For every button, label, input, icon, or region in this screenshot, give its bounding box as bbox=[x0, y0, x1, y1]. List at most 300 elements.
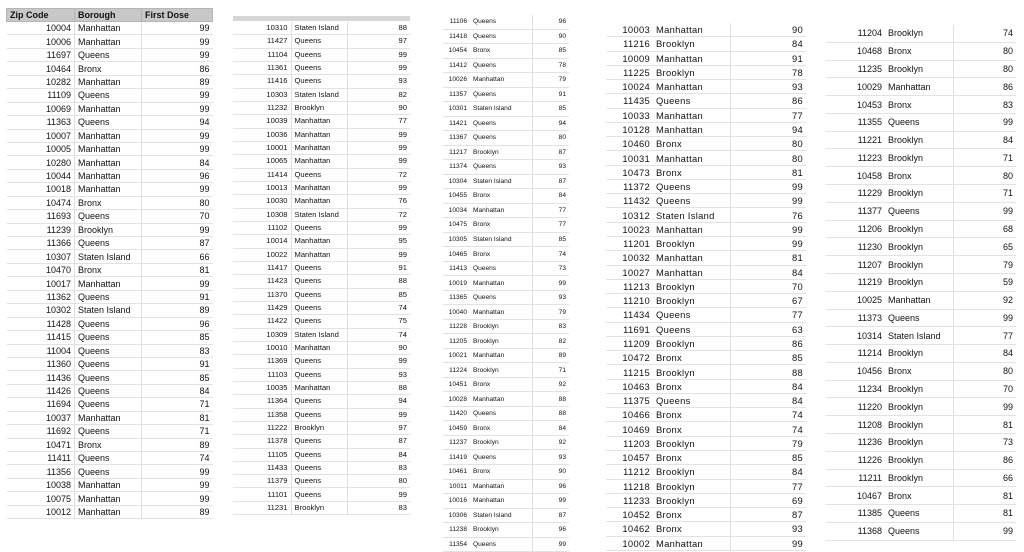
zip-code-cell[interactable]: 11226 bbox=[826, 451, 885, 469]
borough-cell[interactable]: Queens bbox=[291, 301, 347, 314]
first-dose-cell[interactable]: 96 bbox=[142, 169, 213, 182]
zip-code-cell[interactable]: 11225 bbox=[606, 65, 653, 79]
zip-code-cell[interactable]: 11206 bbox=[826, 220, 885, 238]
borough-cell[interactable]: Queens bbox=[291, 475, 347, 488]
borough-cell[interactable]: Queens bbox=[885, 505, 953, 523]
borough-cell[interactable]: Manhattan bbox=[75, 169, 142, 182]
zip-code-cell[interactable]: 10016 bbox=[443, 494, 470, 509]
zip-code-cell[interactable]: 10036 bbox=[233, 128, 291, 141]
borough-cell[interactable]: Staten Island bbox=[75, 304, 142, 317]
first-dose-cell[interactable]: 59 bbox=[953, 273, 1016, 291]
first-dose-cell[interactable]: 71 bbox=[953, 149, 1016, 167]
first-dose-cell[interactable]: 99 bbox=[730, 194, 806, 208]
first-dose-cell[interactable]: 90 bbox=[532, 464, 569, 479]
zip-code-cell[interactable]: 11369 bbox=[233, 355, 291, 368]
first-dose-cell[interactable]: 99 bbox=[347, 248, 410, 261]
borough-cell[interactable]: Queens bbox=[75, 465, 142, 478]
borough-cell[interactable]: Bronx bbox=[885, 362, 953, 380]
zip-code-cell[interactable]: 11228 bbox=[443, 319, 470, 334]
zip-code-cell[interactable]: 11221 bbox=[826, 131, 885, 149]
first-dose-cell[interactable]: 99 bbox=[532, 537, 569, 552]
first-dose-cell[interactable]: 88 bbox=[347, 381, 410, 394]
borough-cell[interactable]: Staten Island bbox=[470, 102, 532, 117]
first-dose-cell[interactable]: 92 bbox=[532, 435, 569, 450]
zip-code-cell[interactable]: 11433 bbox=[233, 461, 291, 474]
zip-code-cell[interactable]: 11368 bbox=[826, 522, 885, 540]
first-dose-cell[interactable]: 77 bbox=[532, 203, 569, 218]
first-dose-cell[interactable]: 79 bbox=[730, 436, 806, 450]
first-dose-cell[interactable]: 84 bbox=[347, 448, 410, 461]
zip-code-cell[interactable]: 10457 bbox=[606, 450, 653, 464]
first-dose-cell[interactable]: 90 bbox=[347, 101, 410, 114]
zip-code-cell[interactable]: 10472 bbox=[606, 351, 653, 365]
zip-code-cell[interactable]: 11220 bbox=[826, 398, 885, 416]
first-dose-cell[interactable]: 85 bbox=[532, 44, 569, 59]
zip-code-cell[interactable]: 10022 bbox=[233, 248, 291, 261]
borough-cell[interactable]: Brooklyn bbox=[653, 336, 730, 350]
zip-code-cell[interactable]: 10024 bbox=[606, 80, 653, 94]
first-dose-cell[interactable]: 81 bbox=[730, 165, 806, 179]
borough-cell[interactable]: Bronx bbox=[470, 464, 532, 479]
zip-code-cell[interactable]: 11209 bbox=[606, 336, 653, 350]
zip-code-cell[interactable]: 11231 bbox=[233, 501, 291, 514]
borough-cell[interactable]: Brooklyn bbox=[885, 25, 953, 42]
first-dose-cell[interactable]: 79 bbox=[953, 256, 1016, 274]
zip-code-cell[interactable]: 11412 bbox=[443, 58, 470, 73]
zip-code-cell[interactable]: 10018 bbox=[7, 183, 75, 196]
zip-code-cell[interactable]: 10011 bbox=[443, 479, 470, 494]
borough-cell[interactable]: Manhattan bbox=[291, 248, 347, 261]
borough-cell[interactable]: Brooklyn bbox=[470, 363, 532, 378]
zip-code-cell[interactable]: 11213 bbox=[606, 279, 653, 293]
first-dose-cell[interactable]: 70 bbox=[730, 279, 806, 293]
borough-cell[interactable]: Manhattan bbox=[75, 35, 142, 48]
borough-cell[interactable]: Queens bbox=[75, 357, 142, 370]
first-dose-cell[interactable]: 84 bbox=[730, 379, 806, 393]
zip-code-cell[interactable]: 11435 bbox=[606, 94, 653, 108]
first-dose-cell[interactable]: 74 bbox=[730, 422, 806, 436]
first-dose-cell[interactable]: 72 bbox=[347, 208, 410, 221]
borough-cell[interactable]: Staten Island bbox=[291, 328, 347, 341]
first-dose-cell[interactable]: 77 bbox=[730, 108, 806, 122]
borough-cell[interactable]: Manhattan bbox=[75, 411, 142, 424]
zip-code-cell[interactable]: 10032 bbox=[606, 251, 653, 265]
first-dose-cell[interactable]: 67 bbox=[730, 294, 806, 308]
zip-code-cell[interactable]: 11418 bbox=[443, 29, 470, 44]
borough-cell[interactable]: Brooklyn bbox=[653, 465, 730, 479]
borough-cell[interactable]: Bronx bbox=[653, 408, 730, 422]
first-dose-cell[interactable]: 66 bbox=[953, 469, 1016, 487]
zip-code-cell[interactable]: 11377 bbox=[826, 202, 885, 220]
zip-code-cell[interactable]: 11218 bbox=[606, 479, 653, 493]
borough-cell[interactable]: Queens bbox=[75, 89, 142, 102]
first-dose-cell[interactable]: 94 bbox=[730, 122, 806, 136]
zip-code-cell[interactable]: 11219 bbox=[826, 273, 885, 291]
first-dose-cell[interactable]: 99 bbox=[730, 236, 806, 250]
zip-code-cell[interactable]: 11203 bbox=[606, 436, 653, 450]
first-dose-cell[interactable]: 88 bbox=[730, 365, 806, 379]
borough-cell[interactable]: Queens bbox=[291, 448, 347, 461]
first-dose-cell[interactable]: 84 bbox=[730, 265, 806, 279]
zip-code-cell[interactable]: 10007 bbox=[7, 129, 75, 142]
first-dose-cell[interactable]: 87 bbox=[730, 508, 806, 522]
zip-code-cell[interactable]: 10469 bbox=[606, 422, 653, 436]
zip-code-cell[interactable]: 11420 bbox=[443, 406, 470, 421]
first-dose-cell[interactable]: 90 bbox=[730, 23, 806, 37]
first-dose-cell[interactable]: 99 bbox=[730, 222, 806, 236]
first-dose-cell[interactable]: 99 bbox=[142, 89, 213, 102]
zip-code-cell[interactable]: 10312 bbox=[606, 208, 653, 222]
borough-cell[interactable]: Queens bbox=[291, 408, 347, 421]
borough-cell[interactable]: Bronx bbox=[653, 522, 730, 536]
zip-code-cell[interactable]: 10009 bbox=[606, 51, 653, 65]
borough-cell[interactable]: Queens bbox=[75, 317, 142, 330]
zip-code-cell[interactable]: 10467 bbox=[826, 487, 885, 505]
borough-cell[interactable]: Queens bbox=[653, 322, 730, 336]
zip-code-cell[interactable]: 11358 bbox=[233, 408, 291, 421]
first-dose-cell[interactable]: 99 bbox=[532, 276, 569, 291]
first-dose-cell[interactable]: 99 bbox=[953, 202, 1016, 220]
zip-code-cell[interactable]: 10033 bbox=[606, 108, 653, 122]
first-dose-cell[interactable]: 80 bbox=[347, 475, 410, 488]
zip-code-cell[interactable]: 10460 bbox=[606, 137, 653, 151]
zip-code-cell[interactable]: 10001 bbox=[233, 141, 291, 154]
zip-code-cell[interactable]: 11215 bbox=[606, 365, 653, 379]
zip-code-cell[interactable]: 10003 bbox=[606, 23, 653, 37]
zip-code-cell[interactable]: 11207 bbox=[826, 256, 885, 274]
first-dose-cell[interactable]: 86 bbox=[953, 78, 1016, 96]
zip-code-cell[interactable]: 11367 bbox=[443, 131, 470, 146]
borough-cell[interactable]: Queens bbox=[291, 261, 347, 274]
first-dose-cell[interactable]: 85 bbox=[532, 232, 569, 247]
zip-code-cell[interactable]: 11237 bbox=[443, 435, 470, 450]
zip-code-cell[interactable]: 11365 bbox=[443, 290, 470, 305]
zip-code-cell[interactable]: 11217 bbox=[443, 145, 470, 160]
first-dose-cell[interactable]: 99 bbox=[142, 48, 213, 61]
borough-cell[interactable]: Manhattan bbox=[291, 181, 347, 194]
first-dose-cell[interactable]: 86 bbox=[953, 451, 1016, 469]
zip-code-cell[interactable]: 11373 bbox=[826, 309, 885, 327]
first-dose-cell[interactable]: 65 bbox=[953, 238, 1016, 256]
borough-cell[interactable]: Manhattan bbox=[653, 265, 730, 279]
borough-cell[interactable]: Manhattan bbox=[75, 492, 142, 505]
borough-cell[interactable]: Queens bbox=[653, 194, 730, 208]
first-dose-cell[interactable]: 79 bbox=[532, 73, 569, 88]
zip-code-cell[interactable]: 11375 bbox=[606, 393, 653, 407]
zip-code-cell[interactable]: 10314 bbox=[826, 327, 885, 345]
first-dose-cell[interactable]: 76 bbox=[347, 195, 410, 208]
borough-cell[interactable]: Brooklyn bbox=[470, 145, 532, 160]
borough-cell[interactable]: Brooklyn bbox=[291, 101, 347, 114]
borough-cell[interactable]: Queens bbox=[653, 393, 730, 407]
zip-code-cell[interactable]: 10014 bbox=[233, 235, 291, 248]
borough-cell[interactable]: Manhattan bbox=[653, 80, 730, 94]
first-dose-cell[interactable]: 84 bbox=[730, 393, 806, 407]
borough-cell[interactable]: Staten Island bbox=[291, 88, 347, 101]
borough-cell[interactable]: Manhattan bbox=[653, 222, 730, 236]
borough-cell[interactable]: Queens bbox=[885, 309, 953, 327]
zip-code-cell[interactable]: 11354 bbox=[443, 537, 470, 552]
zip-code-cell[interactable]: 11364 bbox=[233, 395, 291, 408]
first-dose-cell[interactable]: 89 bbox=[142, 505, 213, 518]
zip-code-cell[interactable]: 10035 bbox=[233, 381, 291, 394]
borough-cell[interactable]: Queens bbox=[885, 522, 953, 540]
first-dose-cell[interactable]: 97 bbox=[347, 35, 410, 48]
borough-cell[interactable]: Manhattan bbox=[470, 73, 532, 88]
borough-cell[interactable]: Queens bbox=[470, 261, 532, 276]
first-dose-cell[interactable]: 99 bbox=[142, 277, 213, 290]
borough-cell[interactable]: Brooklyn bbox=[653, 65, 730, 79]
zip-code-cell[interactable]: 11427 bbox=[233, 35, 291, 48]
borough-cell[interactable]: Queens bbox=[470, 116, 532, 131]
borough-cell[interactable]: Bronx bbox=[653, 165, 730, 179]
borough-cell[interactable]: Brooklyn bbox=[291, 501, 347, 514]
first-dose-cell[interactable]: 87 bbox=[347, 435, 410, 448]
first-dose-cell[interactable]: 86 bbox=[730, 336, 806, 350]
borough-cell[interactable]: Queens bbox=[75, 331, 142, 344]
first-dose-cell[interactable]: 83 bbox=[142, 344, 213, 357]
borough-cell[interactable]: Brooklyn bbox=[653, 236, 730, 250]
first-dose-cell[interactable]: 95 bbox=[347, 235, 410, 248]
zip-code-cell[interactable]: 11214 bbox=[826, 345, 885, 363]
first-dose-cell[interactable]: 93 bbox=[730, 80, 806, 94]
first-dose-cell[interactable]: 77 bbox=[953, 327, 1016, 345]
first-dose-cell[interactable]: 93 bbox=[532, 450, 569, 465]
zip-code-cell[interactable]: 11423 bbox=[233, 275, 291, 288]
zip-code-cell[interactable]: 11356 bbox=[7, 465, 75, 478]
zip-code-cell[interactable]: 10453 bbox=[826, 96, 885, 114]
first-dose-cell[interactable]: 70 bbox=[142, 210, 213, 223]
first-dose-cell[interactable]: 84 bbox=[730, 37, 806, 51]
first-dose-cell[interactable]: 80 bbox=[953, 167, 1016, 185]
zip-code-cell[interactable]: 10034 bbox=[443, 203, 470, 218]
first-dose-cell[interactable]: 93 bbox=[730, 522, 806, 536]
borough-cell[interactable]: Queens bbox=[470, 450, 532, 465]
borough-cell[interactable]: Staten Island bbox=[291, 208, 347, 221]
borough-cell[interactable]: Manhattan bbox=[470, 305, 532, 320]
zip-code-cell[interactable]: 10459 bbox=[443, 421, 470, 436]
zip-code-cell[interactable]: 10128 bbox=[606, 122, 653, 136]
zip-code-cell[interactable]: 10028 bbox=[443, 392, 470, 407]
borough-cell[interactable]: Queens bbox=[470, 537, 532, 552]
zip-code-cell[interactable]: 11235 bbox=[826, 60, 885, 78]
first-dose-cell[interactable]: 77 bbox=[730, 308, 806, 322]
zip-code-cell[interactable]: 10451 bbox=[443, 377, 470, 392]
first-dose-cell[interactable]: 99 bbox=[347, 355, 410, 368]
zip-code-cell[interactable]: 11422 bbox=[233, 315, 291, 328]
first-dose-cell[interactable]: 69 bbox=[730, 493, 806, 507]
borough-cell[interactable]: Queens bbox=[75, 398, 142, 411]
borough-cell[interactable]: Queens bbox=[75, 452, 142, 465]
zip-code-cell[interactable]: 11208 bbox=[826, 416, 885, 434]
first-dose-cell[interactable]: 77 bbox=[730, 479, 806, 493]
borough-cell[interactable]: Brooklyn bbox=[885, 131, 953, 149]
borough-cell[interactable]: Bronx bbox=[470, 189, 532, 204]
zip-code-cell[interactable]: 11691 bbox=[606, 322, 653, 336]
borough-cell[interactable]: Brooklyn bbox=[885, 60, 953, 78]
zip-code-cell[interactable]: 10026 bbox=[443, 73, 470, 88]
zip-code-cell[interactable]: 11230 bbox=[826, 238, 885, 256]
first-dose-cell[interactable]: 84 bbox=[142, 156, 213, 169]
borough-cell[interactable]: Brooklyn bbox=[885, 238, 953, 256]
first-dose-cell[interactable]: 78 bbox=[730, 65, 806, 79]
zip-code-cell[interactable]: 10029 bbox=[826, 78, 885, 96]
borough-cell[interactable]: Manhattan bbox=[75, 505, 142, 518]
first-dose-cell[interactable]: 89 bbox=[142, 75, 213, 88]
zip-code-cell[interactable]: 11366 bbox=[7, 237, 75, 250]
zip-code-cell[interactable]: 10464 bbox=[7, 62, 75, 75]
first-dose-cell[interactable]: 99 bbox=[142, 102, 213, 115]
borough-cell[interactable]: Brooklyn bbox=[653, 279, 730, 293]
first-dose-cell[interactable]: 99 bbox=[142, 183, 213, 196]
borough-cell[interactable]: Queens bbox=[291, 488, 347, 501]
borough-cell[interactable]: Queens bbox=[291, 275, 347, 288]
borough-cell[interactable]: Brooklyn bbox=[885, 451, 953, 469]
first-dose-cell[interactable]: 81 bbox=[142, 263, 213, 276]
header-first-dose[interactable]: First Dose bbox=[142, 9, 213, 22]
zip-code-cell[interactable]: 11361 bbox=[233, 61, 291, 74]
borough-cell[interactable]: Manhattan bbox=[470, 479, 532, 494]
borough-cell[interactable]: Bronx bbox=[470, 377, 532, 392]
first-dose-cell[interactable]: 73 bbox=[532, 261, 569, 276]
zip-code-cell[interactable]: 11216 bbox=[606, 37, 653, 51]
zip-code-cell[interactable]: 10308 bbox=[233, 208, 291, 221]
zip-code-cell[interactable]: 10468 bbox=[826, 42, 885, 60]
first-dose-cell[interactable]: 84 bbox=[532, 189, 569, 204]
first-dose-cell[interactable]: 81 bbox=[953, 505, 1016, 523]
borough-cell[interactable]: Bronx bbox=[470, 247, 532, 262]
borough-cell[interactable]: Manhattan bbox=[291, 128, 347, 141]
borough-cell[interactable]: Queens bbox=[470, 131, 532, 146]
borough-cell[interactable]: Queens bbox=[291, 395, 347, 408]
borough-cell[interactable]: Brooklyn bbox=[653, 37, 730, 51]
first-dose-cell[interactable]: 81 bbox=[142, 411, 213, 424]
borough-cell[interactable]: Manhattan bbox=[75, 102, 142, 115]
zip-code-cell[interactable]: 10037 bbox=[7, 411, 75, 424]
borough-cell[interactable]: Manhattan bbox=[470, 494, 532, 509]
first-dose-cell[interactable]: 85 bbox=[730, 351, 806, 365]
first-dose-cell[interactable]: 75 bbox=[347, 315, 410, 328]
zip-code-cell[interactable]: 10470 bbox=[7, 263, 75, 276]
first-dose-cell[interactable]: 74 bbox=[347, 328, 410, 341]
borough-cell[interactable]: Brooklyn bbox=[885, 220, 953, 238]
borough-cell[interactable]: Manhattan bbox=[291, 341, 347, 354]
borough-cell[interactable]: Queens bbox=[291, 221, 347, 234]
zip-code-cell[interactable]: 11232 bbox=[233, 101, 291, 114]
header-borough[interactable]: Borough bbox=[75, 9, 142, 22]
borough-cell[interactable]: Queens bbox=[885, 113, 953, 131]
first-dose-cell[interactable]: 68 bbox=[953, 220, 1016, 238]
borough-cell[interactable]: Manhattan bbox=[653, 108, 730, 122]
first-dose-cell[interactable]: 72 bbox=[347, 168, 410, 181]
first-dose-cell[interactable]: 91 bbox=[347, 261, 410, 274]
first-dose-cell[interactable]: 99 bbox=[142, 223, 213, 236]
first-dose-cell[interactable]: 80 bbox=[953, 42, 1016, 60]
borough-cell[interactable]: Queens bbox=[653, 179, 730, 193]
borough-cell[interactable]: Queens bbox=[470, 29, 532, 44]
zip-code-cell[interactable]: 10303 bbox=[233, 88, 291, 101]
zip-code-cell[interactable]: 11239 bbox=[7, 223, 75, 236]
borough-cell[interactable]: Brooklyn bbox=[885, 273, 953, 291]
zip-code-cell[interactable]: 11428 bbox=[7, 317, 75, 330]
zip-code-cell[interactable]: 11223 bbox=[826, 149, 885, 167]
first-dose-cell[interactable]: 80 bbox=[730, 137, 806, 151]
zip-code-cell[interactable]: 11414 bbox=[233, 168, 291, 181]
borough-cell[interactable]: Queens bbox=[75, 210, 142, 223]
borough-cell[interactable]: Manhattan bbox=[291, 141, 347, 154]
zip-code-cell[interactable]: 11694 bbox=[7, 398, 75, 411]
first-dose-cell[interactable]: 85 bbox=[142, 371, 213, 384]
borough-cell[interactable]: Manhattan bbox=[291, 195, 347, 208]
zip-code-cell[interactable]: 11205 bbox=[443, 334, 470, 349]
zip-code-cell[interactable]: 10075 bbox=[7, 492, 75, 505]
first-dose-cell[interactable]: 99 bbox=[142, 492, 213, 505]
first-dose-cell[interactable]: 87 bbox=[532, 508, 569, 523]
first-dose-cell[interactable]: 77 bbox=[532, 218, 569, 233]
borough-cell[interactable]: Manhattan bbox=[653, 23, 730, 37]
zip-code-cell[interactable]: 10306 bbox=[443, 508, 470, 523]
zip-code-cell[interactable]: 11238 bbox=[443, 523, 470, 538]
zip-code-cell[interactable]: 11355 bbox=[826, 113, 885, 131]
borough-cell[interactable]: Queens bbox=[75, 371, 142, 384]
zip-code-cell[interactable]: 11106 bbox=[443, 15, 470, 29]
first-dose-cell[interactable]: 99 bbox=[730, 179, 806, 193]
zip-code-cell[interactable]: 11370 bbox=[233, 288, 291, 301]
first-dose-cell[interactable]: 63 bbox=[730, 322, 806, 336]
first-dose-cell[interactable]: 74 bbox=[347, 301, 410, 314]
first-dose-cell[interactable]: 84 bbox=[953, 131, 1016, 149]
first-dose-cell[interactable]: 99 bbox=[142, 142, 213, 155]
first-dose-cell[interactable]: 85 bbox=[730, 450, 806, 464]
first-dose-cell[interactable]: 97 bbox=[347, 421, 410, 434]
zip-code-cell[interactable]: 11421 bbox=[443, 116, 470, 131]
borough-cell[interactable]: Queens bbox=[291, 368, 347, 381]
first-dose-cell[interactable]: 90 bbox=[532, 29, 569, 44]
borough-cell[interactable]: Brooklyn bbox=[75, 223, 142, 236]
borough-cell[interactable]: Brooklyn bbox=[885, 256, 953, 274]
borough-cell[interactable]: Manhattan bbox=[75, 156, 142, 169]
first-dose-cell[interactable]: 88 bbox=[347, 275, 410, 288]
borough-cell[interactable]: Queens bbox=[291, 461, 347, 474]
first-dose-cell[interactable]: 71 bbox=[142, 398, 213, 411]
zip-code-cell[interactable]: 11415 bbox=[7, 331, 75, 344]
first-dose-cell[interactable]: 83 bbox=[953, 96, 1016, 114]
zip-code-cell[interactable]: 10006 bbox=[7, 35, 75, 48]
borough-cell[interactable]: Queens bbox=[291, 168, 347, 181]
first-dose-cell[interactable]: 78 bbox=[532, 58, 569, 73]
zip-code-cell[interactable]: 10027 bbox=[606, 265, 653, 279]
zip-code-cell[interactable]: 11224 bbox=[443, 363, 470, 378]
borough-cell[interactable]: Manhattan bbox=[75, 183, 142, 196]
borough-cell[interactable]: Bronx bbox=[75, 438, 142, 451]
first-dose-cell[interactable]: 99 bbox=[953, 522, 1016, 540]
first-dose-cell[interactable]: 91 bbox=[142, 290, 213, 303]
first-dose-cell[interactable]: 84 bbox=[142, 384, 213, 397]
borough-cell[interactable]: Queens bbox=[75, 116, 142, 129]
borough-cell[interactable]: Queens bbox=[291, 435, 347, 448]
first-dose-cell[interactable]: 87 bbox=[142, 237, 213, 250]
zip-code-cell[interactable]: 10030 bbox=[233, 195, 291, 208]
first-dose-cell[interactable]: 93 bbox=[347, 368, 410, 381]
zip-code-cell[interactable]: 11374 bbox=[443, 160, 470, 175]
first-dose-cell[interactable]: 80 bbox=[142, 196, 213, 209]
first-dose-cell[interactable]: 99 bbox=[347, 61, 410, 74]
borough-cell[interactable]: Queens bbox=[75, 384, 142, 397]
zip-code-cell[interactable]: 10466 bbox=[606, 408, 653, 422]
zip-code-cell[interactable]: 10452 bbox=[606, 508, 653, 522]
borough-cell[interactable]: Queens bbox=[470, 58, 532, 73]
zip-code-cell[interactable]: 10475 bbox=[443, 218, 470, 233]
